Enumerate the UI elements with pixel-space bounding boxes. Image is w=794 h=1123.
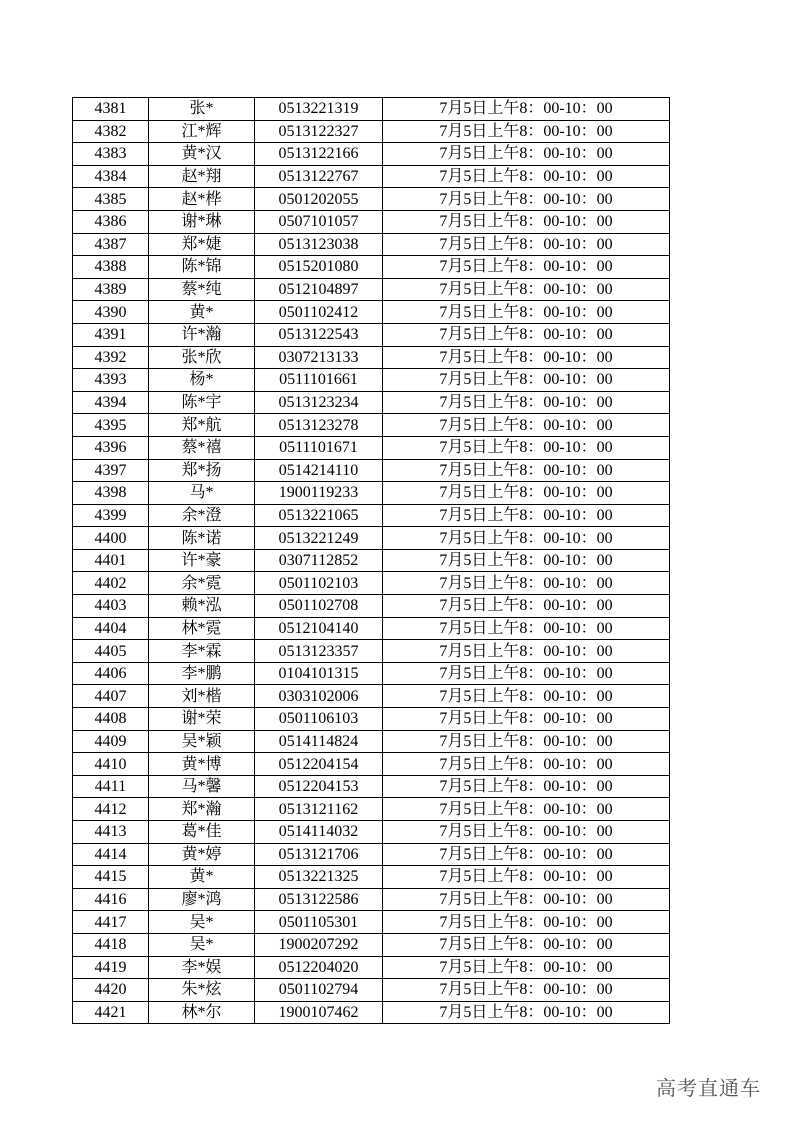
exam-time-cell: 7月5日上午8：00-10：00 [383,369,670,392]
row-number-cell: 4412 [73,798,149,821]
name-cell: 吴* [149,911,255,934]
table-row [73,888,670,911]
row-number-cell: 4417 [73,911,149,934]
exam-time-cell: 7月5日上午8：00-10：00 [383,843,670,866]
id-number-cell: 1900107462 [255,1001,383,1024]
id-number-cell: 0513122543 [255,323,383,346]
name-cell: 张* [149,98,255,121]
exam-time-cell: 7月5日上午8：00-10：00 [383,933,670,956]
row-number-cell: 4386 [73,210,149,233]
name-cell: 马*馨 [149,775,255,798]
exam-time-cell: 7月5日上午8：00-10：00 [383,436,670,459]
exam-time-cell: 7月5日上午8：00-10：00 [383,572,670,595]
row-number-cell: 4408 [73,708,149,731]
exam-time-cell: 7月5日上午8：00-10：00 [383,640,670,663]
table-row [73,233,670,256]
exam-time-cell: 7月5日上午8：00-10：00 [383,482,670,505]
table-row [73,459,670,482]
exam-time-cell: 7月5日上午8：00-10：00 [383,617,670,640]
row-number-cell: 4401 [73,549,149,572]
table-row [73,617,670,640]
exam-time-cell: 7月5日上午8：00-10：00 [383,210,670,233]
id-number-cell: 0513123357 [255,640,383,663]
exam-time-cell: 7月5日上午8：00-10：00 [383,188,670,211]
name-cell: 陈*宇 [149,391,255,414]
exam-time-cell: 7月5日上午8：00-10：00 [383,911,670,934]
exam-time-cell: 7月5日上午8：00-10：00 [383,662,670,685]
exam-time-cell: 7月5日上午8：00-10：00 [383,595,670,618]
exam-time-cell: 7月5日上午8：00-10：00 [383,821,670,844]
name-cell: 许*豪 [149,549,255,572]
table-row [73,165,670,188]
id-number-cell: 0513123038 [255,233,383,256]
exam-time-cell: 7月5日上午8：00-10：00 [383,414,670,437]
id-number-cell: 0511101661 [255,369,383,392]
id-number-cell: 0514114824 [255,730,383,753]
roster-table-body [73,98,670,1024]
table-row [73,188,670,211]
id-number-cell: 0307213133 [255,346,383,369]
id-number-cell: 0512104897 [255,278,383,301]
watermark-text: 高考直通车 [656,1076,761,1100]
exam-time-cell: 7月5日上午8：00-10：00 [383,753,670,776]
table-row [73,482,670,505]
row-number-cell: 4411 [73,775,149,798]
row-number-cell: 4404 [73,617,149,640]
name-cell: 赵*桦 [149,188,255,211]
exam-time-cell: 7月5日上午8：00-10：00 [383,956,670,979]
id-number-cell: 0513121706 [255,843,383,866]
name-cell: 李*娱 [149,956,255,979]
exam-time-cell: 7月5日上午8：00-10：00 [383,775,670,798]
table-row [73,256,670,279]
row-number-cell: 4399 [73,504,149,527]
name-cell: 余*澄 [149,504,255,527]
table-row [73,210,670,233]
row-number-cell: 4391 [73,323,149,346]
name-cell: 黄* [149,866,255,889]
id-number-cell: 0501202055 [255,188,383,211]
exam-time-cell: 7月5日上午8：00-10：00 [383,708,670,731]
row-number-cell: 4421 [73,1001,149,1024]
table-row [73,572,670,595]
name-cell: 郑*扬 [149,459,255,482]
exam-time-cell: 7月5日上午8：00-10：00 [383,685,670,708]
row-number-cell: 4389 [73,278,149,301]
id-number-cell: 0513122586 [255,888,383,911]
row-number-cell: 4382 [73,120,149,143]
id-number-cell: 1900119233 [255,482,383,505]
id-number-cell: 0513122327 [255,120,383,143]
table-row [73,1001,670,1024]
table-row [73,504,670,527]
table-row [73,436,670,459]
id-number-cell: 0512204020 [255,956,383,979]
name-cell: 郑*瀚 [149,798,255,821]
name-cell: 杨* [149,369,255,392]
row-number-cell: 4409 [73,730,149,753]
table-row [73,98,670,121]
exam-time-cell: 7月5日上午8：00-10：00 [383,323,670,346]
exam-time-cell: 7月5日上午8：00-10：00 [383,346,670,369]
row-number-cell: 4406 [73,662,149,685]
row-number-cell: 4394 [73,391,149,414]
name-cell: 蔡*禧 [149,436,255,459]
table-row [73,414,670,437]
name-cell: 林*霓 [149,617,255,640]
table-row [73,278,670,301]
name-cell: 郑*航 [149,414,255,437]
exam-time-cell: 7月5日上午8：00-10：00 [383,278,670,301]
name-cell: 李*霖 [149,640,255,663]
row-number-cell: 4416 [73,888,149,911]
id-number-cell: 0513221319 [255,98,383,121]
name-cell: 廖*鸿 [149,888,255,911]
id-number-cell: 0501102794 [255,979,383,1002]
exam-time-cell: 7月5日上午8：00-10：00 [383,1001,670,1024]
name-cell: 赵*翔 [149,165,255,188]
id-number-cell: 0513121162 [255,798,383,821]
row-number-cell: 4398 [73,482,149,505]
row-number-cell: 4413 [73,821,149,844]
id-number-cell: 0501105301 [255,911,383,934]
row-number-cell: 4414 [73,843,149,866]
name-cell: 谢*琳 [149,210,255,233]
name-cell: 葛*佳 [149,821,255,844]
row-number-cell: 4381 [73,98,149,121]
table-row [73,866,670,889]
name-cell: 余*霓 [149,572,255,595]
name-cell: 黄*汉 [149,143,255,166]
exam-time-cell: 7月5日上午8：00-10：00 [383,301,670,324]
exam-time-cell: 7月5日上午8：00-10：00 [383,866,670,889]
name-cell: 蔡*纯 [149,278,255,301]
table-row [73,323,670,346]
table-row [73,391,670,414]
row-number-cell: 4388 [73,256,149,279]
id-number-cell: 1900207292 [255,933,383,956]
name-cell: 李*鹏 [149,662,255,685]
row-number-cell: 4403 [73,595,149,618]
table-row [73,685,670,708]
exam-time-cell: 7月5日上午8：00-10：00 [383,165,670,188]
row-number-cell: 4415 [73,866,149,889]
exam-time-cell: 7月5日上午8：00-10：00 [383,233,670,256]
table-row [73,730,670,753]
name-cell: 朱*炫 [149,979,255,1002]
table-row [73,120,670,143]
table-row [73,527,670,550]
row-number-cell: 4383 [73,143,149,166]
exam-time-cell: 7月5日上午8：00-10：00 [383,98,670,121]
exam-time-cell: 7月5日上午8：00-10：00 [383,120,670,143]
row-number-cell: 4402 [73,572,149,595]
row-number-cell: 4419 [73,956,149,979]
table-row [73,798,670,821]
id-number-cell: 0307112852 [255,549,383,572]
id-number-cell: 0104101315 [255,662,383,685]
id-number-cell: 0511101671 [255,436,383,459]
id-number-cell: 0501102708 [255,595,383,618]
exam-time-cell: 7月5日上午8：00-10：00 [383,549,670,572]
name-cell: 陈*诺 [149,527,255,550]
name-cell: 黄*婷 [149,843,255,866]
name-cell: 赖*泓 [149,595,255,618]
exam-time-cell: 7月5日上午8：00-10：00 [383,730,670,753]
id-number-cell: 0513221065 [255,504,383,527]
table-row [73,843,670,866]
table-row [73,301,670,324]
id-number-cell: 0514214110 [255,459,383,482]
exam-time-cell: 7月5日上午8：00-10：00 [383,527,670,550]
name-cell: 陈*锦 [149,256,255,279]
name-cell: 吴* [149,933,255,956]
exam-time-cell: 7月5日上午8：00-10：00 [383,459,670,482]
table-row [73,346,670,369]
exam-time-cell: 7月5日上午8：00-10：00 [383,143,670,166]
row-number-cell: 4420 [73,979,149,1002]
exam-time-cell: 7月5日上午8：00-10：00 [383,391,670,414]
id-number-cell: 0514114032 [255,821,383,844]
table-row [73,369,670,392]
id-number-cell: 0512204153 [255,775,383,798]
row-number-cell: 4393 [73,369,149,392]
row-number-cell: 4410 [73,753,149,776]
exam-time-cell: 7月5日上午8：00-10：00 [383,979,670,1002]
id-number-cell: 0513123234 [255,391,383,414]
table-row [73,708,670,731]
row-number-cell: 4400 [73,527,149,550]
name-cell: 江*辉 [149,120,255,143]
id-number-cell: 0513123278 [255,414,383,437]
exam-time-cell: 7月5日上午8：00-10：00 [383,256,670,279]
row-number-cell: 4390 [73,301,149,324]
table-row [73,549,670,572]
id-number-cell: 0512104140 [255,617,383,640]
table-row [73,143,670,166]
id-number-cell: 0512204154 [255,753,383,776]
id-number-cell: 0303102006 [255,685,383,708]
row-number-cell: 4385 [73,188,149,211]
exam-time-cell: 7月5日上午8：00-10：00 [383,504,670,527]
id-number-cell: 0501102412 [255,301,383,324]
table-row [73,595,670,618]
row-number-cell: 4397 [73,459,149,482]
name-cell: 黄* [149,301,255,324]
table-row [73,640,670,663]
table-row [73,956,670,979]
row-number-cell: 4405 [73,640,149,663]
id-number-cell: 0515201080 [255,256,383,279]
table-row [73,821,670,844]
row-number-cell: 4418 [73,933,149,956]
id-number-cell: 0513122767 [255,165,383,188]
table-row [73,753,670,776]
id-number-cell: 0501106103 [255,708,383,731]
row-number-cell: 4384 [73,165,149,188]
name-cell: 黄*博 [149,753,255,776]
row-number-cell: 4396 [73,436,149,459]
id-number-cell: 0513122166 [255,143,383,166]
name-cell: 谢*荣 [149,708,255,731]
table-row [73,911,670,934]
table-row [73,662,670,685]
name-cell: 吴*颖 [149,730,255,753]
roster-table [72,97,670,1024]
exam-time-cell: 7月5日上午8：00-10：00 [383,888,670,911]
exam-time-cell: 7月5日上午8：00-10：00 [383,798,670,821]
name-cell: 林*尔 [149,1001,255,1024]
name-cell: 马* [149,482,255,505]
table-row [73,775,670,798]
id-number-cell: 0507101057 [255,210,383,233]
row-number-cell: 4387 [73,233,149,256]
name-cell: 郑*婕 [149,233,255,256]
name-cell: 张*欣 [149,346,255,369]
row-number-cell: 4395 [73,414,149,437]
id-number-cell: 0501102103 [255,572,383,595]
row-number-cell: 4407 [73,685,149,708]
name-cell: 许*瀚 [149,323,255,346]
name-cell: 刘*楷 [149,685,255,708]
id-number-cell: 0513221325 [255,866,383,889]
row-number-cell: 4392 [73,346,149,369]
id-number-cell: 0513221249 [255,527,383,550]
table-row [73,979,670,1002]
table-row [73,933,670,956]
